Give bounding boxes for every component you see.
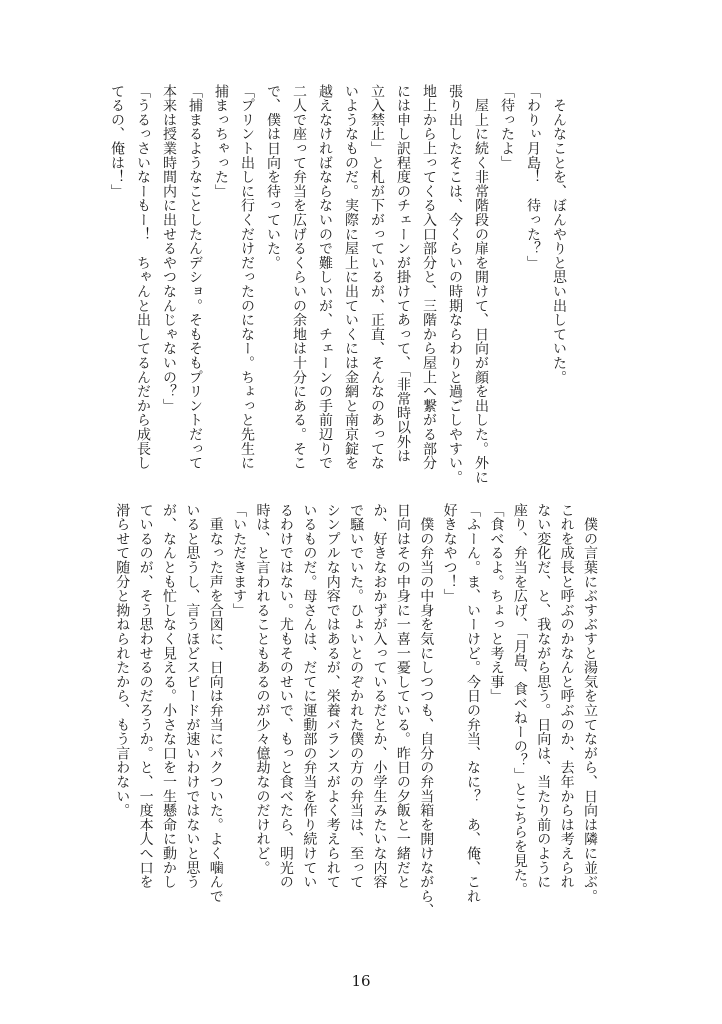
text-line: 捕まっちゃった」 bbox=[213, 84, 229, 199]
lower-text-block bbox=[110, 503, 601, 918]
text-line: 座り、弁当を広げ、「月島、食べねーの？」とこちらを見た。 bbox=[511, 503, 528, 897]
text-line: いると思うし、言うほどスピードが速いわけではないと思う bbox=[184, 503, 201, 890]
text-line: で騒いでいた。ひょいとのぞかれた僕の方の弁当は、至って bbox=[348, 503, 365, 890]
page-number: 16 bbox=[351, 972, 371, 990]
text-line: 地上から上ってくる入口部分と、三階から屋上へ繋がる部分 bbox=[421, 84, 437, 471]
text-line: 屋上に続く非常階段の扉を開けて、日向が顔を出した。外に bbox=[473, 84, 489, 485]
text-line: 重なった声を合図に、日向は弁当にパクついた。よく噛んで bbox=[207, 503, 224, 904]
text-line: 「うるっさいなーもー！ ちゃんと出してるんだから成長し bbox=[135, 84, 151, 471]
text-line: 「ふーん。ま、いーけど。今日の弁当、なに？ あ、俺、これ bbox=[465, 503, 482, 904]
text-line: 僕の弁当の中身を気にしつつも、自分の弁当箱を開けながら、 bbox=[418, 503, 435, 918]
text-line: るわけではない。尤もそのせいで、もっと食べたら、明光の bbox=[277, 503, 294, 890]
text-line: 好きなやつ！」 bbox=[441, 503, 458, 604]
text-line: ているのが、そう思わせるのだろうか。と、一度本人へ口を bbox=[137, 503, 154, 890]
text-line: 二人で座って弁当を広げるくらいの余地は十分にある。そこ bbox=[291, 84, 307, 471]
text-line: シンプルな内容ではあるが、栄養バランスがよく考えられて bbox=[324, 503, 341, 890]
text-line: 立入禁止」と札が下がっているが、正直、そんなのあってな bbox=[369, 84, 385, 471]
text-line: てるの、俺は！」 bbox=[109, 84, 125, 199]
text-line: 「プリント出しに行くだけだったのになー。ちょっと先生に bbox=[239, 84, 255, 471]
text-line: 本来は授業時間内に出せるやつなんじゃないの？」 bbox=[161, 84, 177, 413]
text-line: そんなことを、ぼんやりと思い出していた。 bbox=[551, 84, 567, 385]
text-line: で、僕は日向を待っていた。 bbox=[265, 84, 281, 270]
text-line: 「待ったよ」 bbox=[499, 84, 515, 170]
text-line: ない変化だ、と、我ながら思う。日向は、当たり前のように bbox=[535, 503, 552, 890]
text-line: いようなものだ。実際に屋上に出ていくには金網と南京錠を bbox=[343, 84, 359, 471]
text-line: 「捕まるようなことしたんデショ。そもそもプリントだって bbox=[187, 84, 203, 471]
text-line: か、好きなおかずが入っているだとか、小学生みたいな内容 bbox=[371, 503, 388, 890]
text-line: 滑らせて随分と拗ねられたから、もう言わない。 bbox=[114, 503, 131, 818]
text-line: 張り出したそこは、今くらいの時期ならわりと過ごしやすい。 bbox=[447, 84, 463, 485]
text-line: 僕の言葉にぶすぶすと湯気を立てながら、日向は隣に並ぶ。 bbox=[582, 503, 598, 904]
text-line: が、なんとも忙しなく見える。小さな口を一生懸命に動かし bbox=[160, 503, 177, 890]
text-line: には申し訳程度のチェーンが掛けてあって、「非常時以外は bbox=[395, 84, 411, 464]
text-line: 「いただきます」 bbox=[231, 503, 248, 618]
text-line: いるものだ。母さんは、だてに運動部の弁当を作り続けてい bbox=[301, 503, 318, 890]
text-line: 時は、と言われることもあるのが少々億劫なのだけれど。 bbox=[254, 503, 271, 875]
text-line: 「わりぃ月島！ 待った？」 bbox=[525, 84, 541, 270]
text-line: 越えなければならないので難しいが、チェーンの手前辺りで bbox=[317, 84, 333, 471]
text-line: 「食べるよ。ちょっと考え事」 bbox=[488, 503, 505, 704]
text-line: 日向はその中身に一喜一憂している。昨日の夕飯と一緒だと bbox=[394, 503, 411, 890]
upper-text-block bbox=[104, 84, 572, 485]
text-line: これを成長と呼ぶのかなんと呼ぶのか、去年からは考えられ bbox=[558, 503, 575, 890]
